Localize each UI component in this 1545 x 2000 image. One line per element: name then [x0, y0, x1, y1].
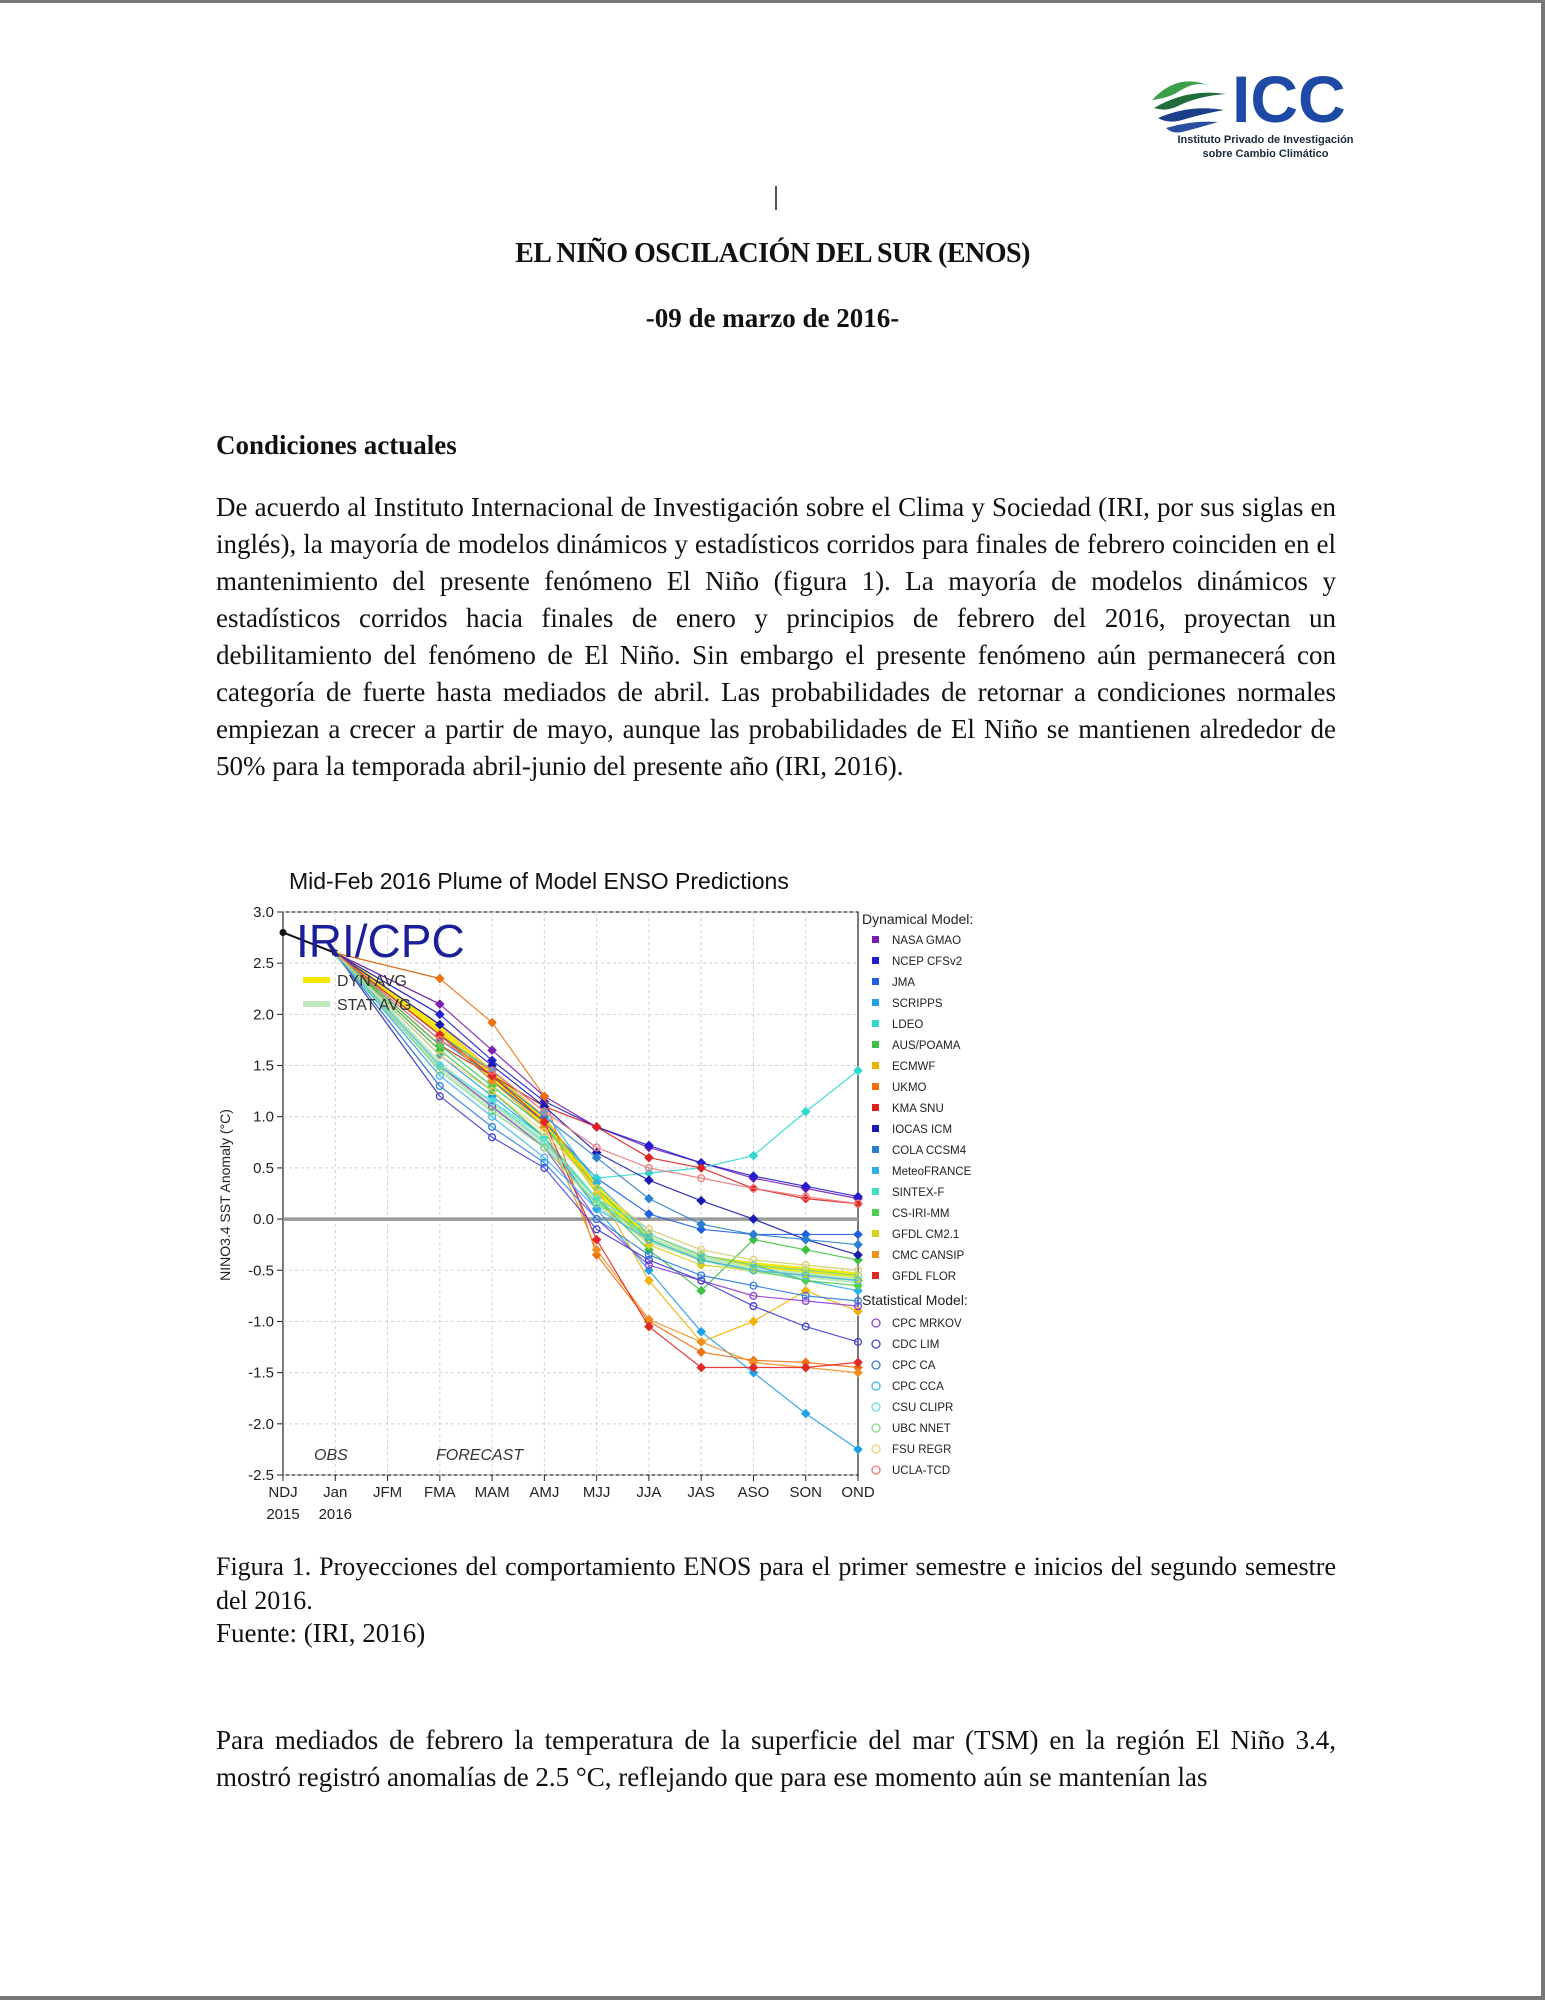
- legend-marker: [872, 1062, 879, 1069]
- y-tick-label: 0.5: [253, 1159, 274, 1177]
- legend-heading-dynamical: Dynamical Model:: [862, 911, 974, 927]
- enso-plume-chart: [206, 860, 1006, 1540]
- legend-marker: [872, 999, 879, 1006]
- legend-marker: [872, 1209, 879, 1216]
- x-tick-label: JAS: [687, 1484, 715, 1501]
- legend-marker: [872, 1272, 879, 1279]
- legend-marker: [872, 1251, 879, 1258]
- legend-entry: CPC CA: [892, 1360, 936, 1372]
- text-cursor: [775, 186, 777, 210]
- page-border-bottom: [0, 1996, 1545, 2000]
- y-tick-label: -1.5: [248, 1364, 274, 1382]
- legend-entry: CPC CCA: [892, 1381, 944, 1393]
- legend-marker: [872, 1445, 880, 1453]
- legend-entry: NASA GMAO: [892, 935, 962, 947]
- legend-entry: CS-IRI-MM: [892, 1208, 950, 1220]
- y-tick-label: 0.0: [253, 1211, 274, 1229]
- legend-entry: CPC MRKOV: [892, 1318, 962, 1330]
- legend-marker: [872, 1403, 880, 1411]
- legend-entry: GFDL CM2.1: [892, 1229, 960, 1241]
- document-date: -09 de marzo de 2016-: [645, 303, 900, 333]
- paragraph-2: Para mediados de febrero la temperatura de la superficie del mar (TSM) en la región El Niño 3.4, mostró registró anomalías de 2.5 °C, reflejando que para ese momento aún se mantenían las: [216, 1725, 1336, 1792]
- logo-subtitle-line1: Instituto Privado de Investigación: [1177, 134, 1354, 146]
- y-tick-label: 2.5: [253, 955, 274, 973]
- y-tick-label: 2.0: [253, 1006, 274, 1024]
- legend-entry: KMA SNU: [892, 1103, 944, 1115]
- y-tick-label: 1.0: [253, 1108, 274, 1126]
- legend-entry: IOCAS ICM: [892, 1124, 953, 1136]
- figure-caption: Figura 1. Proyecciones del comportamiento ENOS para el primer semestre e inicios del segundo semestre del 2016.: [216, 1552, 1336, 1615]
- legend-marker: [872, 1319, 880, 1327]
- legend-entry: CSU CLIPR: [892, 1402, 954, 1414]
- legend-marker: [872, 1466, 880, 1474]
- x-tick-label: JJA: [636, 1484, 662, 1501]
- x-tick-label: SON: [789, 1484, 822, 1501]
- legend-heading-statistical: Statistical Model:: [862, 1292, 968, 1308]
- x-tick-label: ASO: [737, 1484, 770, 1501]
- region-label: FORECAST: [436, 1447, 524, 1464]
- legend-entry: MeteoFRANCE: [892, 1166, 972, 1178]
- legend-marker: [872, 1361, 880, 1369]
- legend-marker: [872, 1340, 880, 1348]
- legend-entry: ECMWF: [892, 1061, 936, 1073]
- x-tick-label: MAM: [474, 1484, 510, 1501]
- chart-watermark: IRI/CPC: [296, 915, 465, 967]
- y-tick-label: -1.0: [248, 1313, 274, 1331]
- document-title: EL NIÑO OSCILACIÓN DEL SUR (ENOS): [515, 238, 1030, 269]
- legend-entry: SCRIPPS: [892, 998, 943, 1010]
- legend-marker: [872, 1424, 880, 1432]
- logo-subtitle: [1148, 133, 1383, 161]
- x-tick-label: FMA: [423, 1484, 456, 1501]
- legend-entry: UCLA-TCD: [892, 1465, 951, 1477]
- y-axis-label: NINO3.4 SST Anomaly (°C): [217, 1109, 233, 1281]
- figure-source: Fuente: (IRI, 2016): [216, 1618, 426, 1648]
- avg-legend-label: STAT AVG: [337, 997, 412, 1014]
- legend-marker: [872, 978, 879, 985]
- y-tick-label: -2.0: [248, 1415, 274, 1433]
- logo-text: ICC: [1232, 62, 1346, 136]
- observed-point: [280, 929, 287, 936]
- legend-entry: GFDL FLOR: [892, 1271, 957, 1283]
- legend-marker: [872, 936, 879, 943]
- page-border-top: [0, 0, 1545, 3]
- legend-entry: FSU REGR: [892, 1444, 952, 1456]
- legend-entry: AUS/POAMA: [892, 1040, 961, 1052]
- legend-marker: [872, 1020, 879, 1027]
- legend-entry: UBC NNET: [892, 1423, 951, 1435]
- x-tick-label: JFM: [372, 1484, 403, 1501]
- logo-subtitle-line2: sobre Cambio Climático: [1202, 148, 1329, 160]
- legend-marker: [872, 1041, 879, 1048]
- legend-entry: JMA: [892, 977, 915, 989]
- legend-marker: [872, 1230, 879, 1237]
- legend-marker: [872, 1125, 879, 1132]
- legend-marker: [872, 1104, 879, 1111]
- legend-marker: [872, 957, 879, 964]
- legend-entry: UKMO: [892, 1082, 927, 1094]
- legend-entry: CDC LIM: [892, 1339, 940, 1351]
- x-tick-label: Jan: [323, 1484, 348, 1501]
- legend-entry: LDEO: [892, 1019, 924, 1031]
- logo-emblem-icon: [1152, 81, 1226, 132]
- y-tick-label: -0.5: [248, 1262, 274, 1280]
- x-tick-label: NDJ: [268, 1484, 298, 1501]
- legend-entry: NCEP CFSv2: [892, 956, 963, 968]
- model-legend: [862, 911, 973, 1477]
- y-tick-label: 1.5: [253, 1057, 274, 1075]
- section-heading: Condiciones actuales: [216, 430, 457, 460]
- avg-legend-label: DYN AVG: [337, 973, 407, 990]
- x-tick-label: AMJ: [529, 1484, 560, 1501]
- paragraph-1: De acuerdo al Instituto Internacional de Investigación sobre el Clima y Sociedad (IRI, por sus siglas en inglés), la mayoría de modelos dinámicos y estadísticos corridos para finales de febrero coinciden en el mantenimiento del presente fenómeno El Niño (figura 1). La mayoría de modelos dinámicos y estadísticos corridos hacia finales de enero y principios de febrero del 2016, proyectan un debilitamiento del fenómeno de El Niño. Sin embargo el presente fenómeno aún permanecerá con categoría de fuerte hasta mediados de abril. Las probabilidades de retornar a condiciones normales empiezan a crecer a partir de mayo, aunque las probabilidades de El Niño se mantienen alrededor de 50% para la temporada abril-junio del presente año (IRI, 2016).: [216, 492, 1336, 781]
- legend-entry: SINTEX-F: [892, 1187, 945, 1199]
- chart-title: Mid-Feb 2016 Plume of Model ENSO Predictions: [289, 868, 789, 894]
- legend-marker: [872, 1382, 880, 1390]
- x-tick-label: MJJ: [582, 1484, 611, 1501]
- y-tick-label: -2.5: [248, 1467, 274, 1484]
- x-tick-label: OND: [841, 1484, 875, 1501]
- legend-marker: [872, 1146, 879, 1153]
- legend-marker: [872, 1083, 879, 1090]
- x-year-label: 2016: [318, 1506, 352, 1523]
- legend-entry: CMC CANSIP: [892, 1250, 965, 1262]
- y-tick-label: 3.0: [253, 904, 274, 921]
- legend-marker: [872, 1188, 879, 1195]
- page-border-right: [1541, 0, 1545, 2000]
- x-year-label: 2015: [266, 1506, 300, 1523]
- region-label: OBS: [314, 1447, 348, 1464]
- legend-entry: COLA CCSM4: [892, 1145, 967, 1157]
- legend-marker: [872, 1167, 879, 1174]
